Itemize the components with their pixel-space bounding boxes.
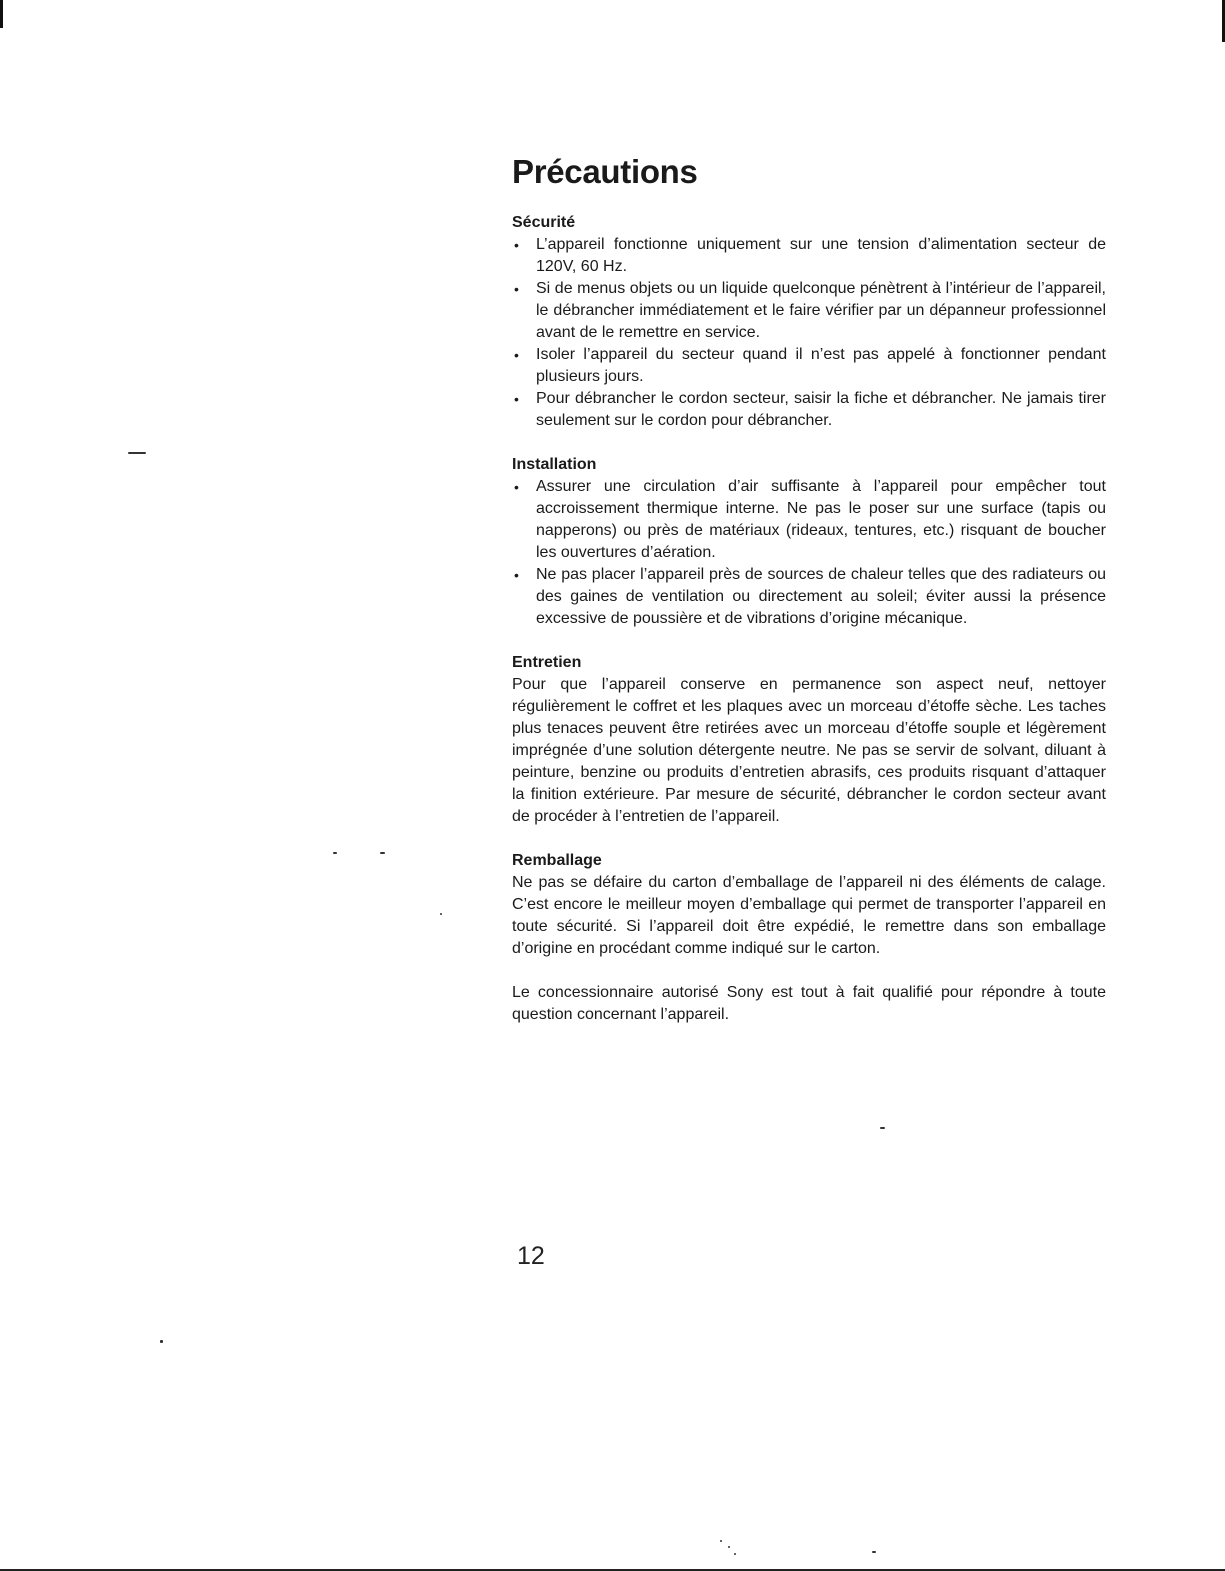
list-item-text: Assurer une circulation d’air suffisante à l’appareil pour empêcher tout accroissement thermique interne. Ne pas le poser sur une surface (tapis ou napperons) ou près de matériaux (rideaux, tentures, etc.) risquant de boucher les ouvertures d’aération. [536, 478, 1106, 561]
page-title: Précautions [512, 153, 698, 190]
scan-speck [380, 852, 385, 854]
closing-paragraph: Le concessionnaire autorisé Sony est tout à fait qualifié pour répondre à toute question concernant l’appareil. [512, 984, 1106, 1023]
list-item [512, 234, 1106, 278]
bullet-icon: • [514, 281, 519, 297]
list-item-text: Si de menus objets ou un liquide quelconque pénètrent à l’intérieur de l’appareil, le débrancher immédiatement et le faire vérifier par un dépanneur professionnel avant de le remettre en service. [536, 280, 1106, 341]
scan-edge-mark-left [0, 0, 3, 28]
scan-speck [160, 1340, 163, 1343]
scan-speck [872, 1551, 876, 1553]
section-heading-remballage: Remballage [512, 852, 602, 869]
installation-list [512, 476, 1106, 630]
list-item-text: Pour débrancher le cordon secteur, saisir la fiche et débrancher. Ne jamais tirer seulement sur le cordon pour débrancher. [536, 390, 1106, 429]
bullet-icon: • [514, 347, 519, 363]
bullet-icon: • [514, 391, 519, 407]
section-heading-securite: Sécurité [512, 214, 576, 231]
section-heading-entretien: Entretien [512, 654, 582, 671]
scan-speck [728, 1546, 730, 1548]
remballage-paragraph: Ne pas se défaire du carton d’emballage de l’appareil ni des éléments de calage. C’est encore le meilleur moyen d’emballage qui permet de transporter l’appareil en toute sécurité. Si l’appareil doit être expédié, le remettre dans son emballage d’origine en procédant comme indiqué sur le carton. [512, 874, 1106, 957]
list-item [512, 388, 1106, 432]
bullet-icon: • [514, 567, 519, 583]
section-installation [512, 454, 1106, 630]
list-item [512, 344, 1106, 388]
bullet-icon: • [514, 479, 519, 495]
list-item-text: L’appareil fonctionne uniquement sur une tension d’alimentation secteur de 120V, 60 Hz. [536, 236, 1106, 275]
list-item [512, 278, 1106, 344]
securite-list [512, 234, 1106, 432]
section-entretien [512, 652, 1106, 828]
scan-speck [720, 1540, 722, 1542]
page-number: 12 [517, 1242, 545, 1270]
list-item [512, 476, 1106, 564]
bullet-icon: • [514, 237, 519, 253]
list-item-text: Isoler l’appareil du secteur quand il n’est pas appelé à fonctionner pendant plusieurs jours. [536, 346, 1106, 385]
section-heading-installation: Installation [512, 456, 597, 473]
scan-speck [734, 1553, 736, 1555]
scan-speck [440, 913, 442, 915]
list-item [512, 564, 1106, 630]
scan-speck [128, 452, 146, 454]
section-securite [512, 212, 1106, 432]
list-item-text: Ne pas placer l’appareil près de sources de chaleur telles que des radiateurs ou des gaines de ventilation ou directement au soleil; éviter aussi la présence excessive de poussière et de vibrations d’origine mécanique. [536, 566, 1106, 627]
scan-speck [333, 852, 337, 854]
precautions-page [512, 150, 1106, 1026]
entretien-paragraph: Pour que l’appareil conserve en permanence son aspect neuf, nettoyer régulièrement le coffret et les plaques avec un morceau d’étoffe sèche. Les taches plus tenaces peuvent être retirées avec un morceau d’étoffe souple et légèrement imprégnée d’une solution détergente neutre. Ne pas se servir de solvant, diluant à peinture, benzine ou produits d’entretien abrasifs, ces produits risquant d’attaquer la finition extérieure. Par mesure de sécurité, débrancher le cordon secteur avant de procéder à l’entretien de l’appareil. [512, 676, 1106, 825]
section-remballage [512, 850, 1106, 960]
scan-speck [880, 1127, 885, 1129]
